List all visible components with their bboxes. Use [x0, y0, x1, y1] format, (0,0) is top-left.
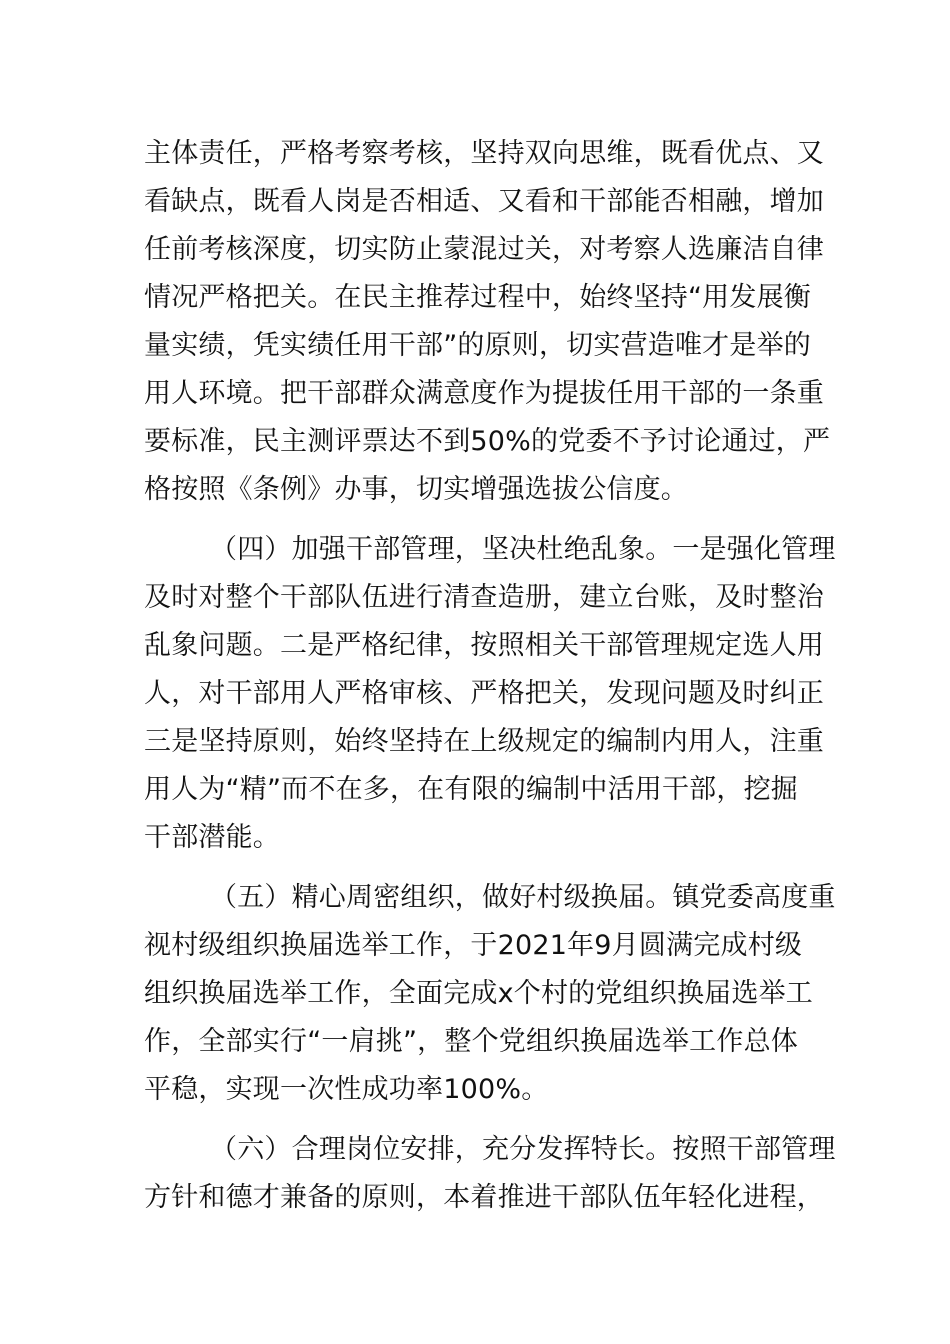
- text-line: 干部潜能。: [144, 822, 280, 853]
- text-line: 人，对干部用人严格审核、严格把关，发现问题及时纠正: [144, 678, 824, 709]
- text-line: 及时对整个干部队伍进行清查造册，建立台账，及时整治: [144, 582, 824, 613]
- text-line: 方针和德才兼备的原则，本着推进干部队伍年轻化进程，: [144, 1182, 824, 1213]
- section-heading-4: （四）加强干部管理，坚决杜绝乱象。一是强化管理: [210, 534, 836, 565]
- text-line: 作，全部实行“一肩挑”，整个党组织换届选举工作总体: [144, 1026, 798, 1057]
- text-line: 三是坚持原则，始终坚持在上级规定的编制内用人，注重: [144, 726, 824, 757]
- text-line: 视村级组织换届选举工作，于2021年9月圆满完成村级: [144, 930, 803, 961]
- text-line: 乱象问题。二是严格纪律，按照相关干部管理规定选人用: [144, 630, 824, 661]
- text-line: 主体责任，严格考察考核，坚持双向思维，既看优点、又: [144, 138, 824, 169]
- text-line: 平稳，实现一次性成功率100%。: [144, 1074, 549, 1105]
- section-heading-6: （六）合理岗位安排，充分发挥特长。按照干部管理: [210, 1134, 836, 1165]
- text-line: 看缺点，既看人岗是否相适、又看和干部能否相融，增加: [144, 186, 824, 217]
- text-line: 格按照《条例》办事，切实增强选拔公信度。: [144, 474, 688, 505]
- text-line: 用人环境。把干部群众满意度作为提拔任用干部的一条重: [144, 378, 824, 409]
- text-line: 情况严格把关。在民主推荐过程中，始终坚持“用发展衡: [144, 282, 811, 313]
- section-heading-5: （五）精心周密组织，做好村级换届。镇党委高度重: [210, 882, 836, 913]
- text-line: 要标准，民主测评票达不到50%的党委不予讨论通过，严: [144, 426, 831, 457]
- text-line: 任前考核深度，切实防止蒙混过关，对考察人选廉洁自律: [144, 234, 824, 265]
- text-line: 量实绩，凭实绩任用干部”的原则，切实营造唯才是举的: [144, 330, 811, 361]
- text-line: 组织换届选举工作，全面完成x个村的党组织换届选举工: [144, 978, 813, 1009]
- text-line: 用人为“精”而不在多，在有限的编制中活用干部，挖掘: [144, 774, 798, 805]
